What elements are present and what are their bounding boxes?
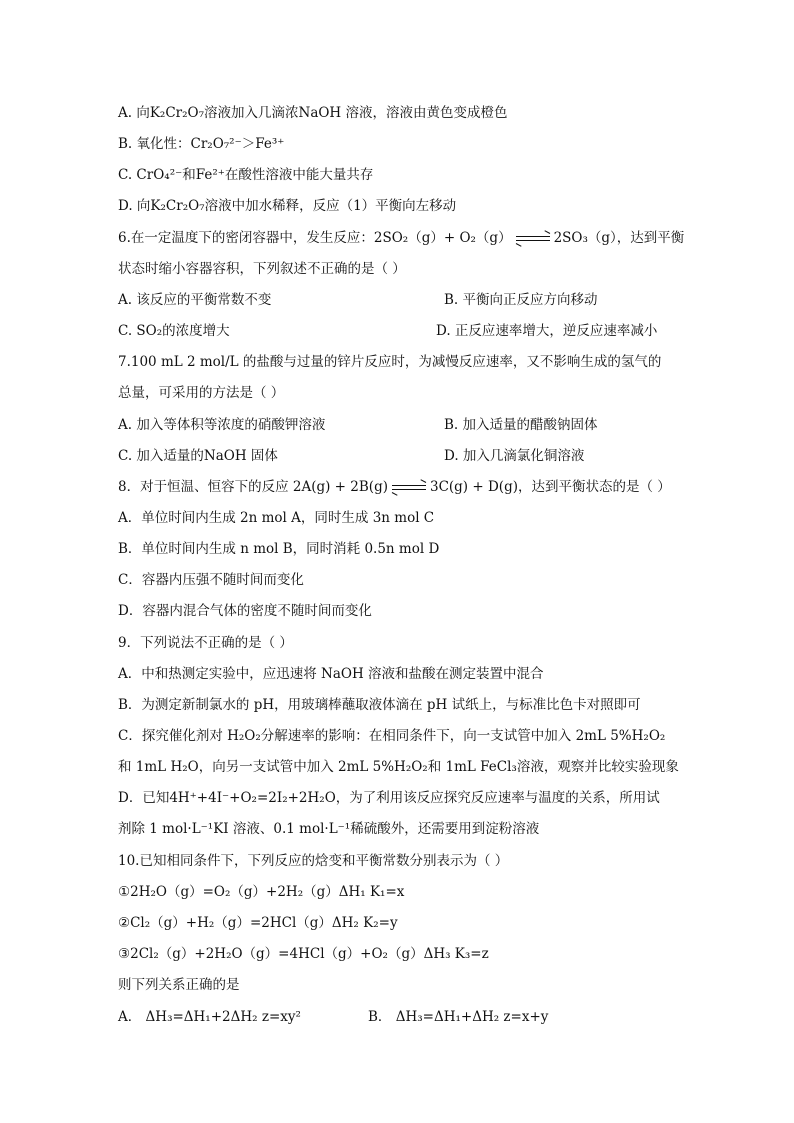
q9-stem: 9．下列说法不正确的是（ ）: [118, 635, 293, 651]
q7-option-b: B. 加入适量的醋酸钠固体: [444, 417, 598, 433]
q5-option-b: B. 氧化性：Cr₂O₇²⁻＞Fe³⁺: [118, 136, 285, 152]
q9-option-b: B．为测定新制氯水的 pH，用玻璃棒蘸取液体滴在 pH 试纸上，与标准比色卡对照即可: [118, 697, 641, 713]
q6-stem-part1: 6.在一定温度下的密闭容器中，发生反应：2SO₂（g）+ O₂（g）: [118, 230, 512, 246]
q6-option-d: D. 正反应速率增大，逆反应速率减小: [436, 323, 658, 339]
q8-stem-part1: 8．对于恒温、恒容下的反应 2A(g) + 2B(g): [118, 479, 388, 495]
q6-option-b: B. 平衡向正反应方向移动: [444, 292, 598, 308]
equilibrium-arrow-icon: [392, 483, 426, 493]
q5-option-a: A. 向K₂Cr₂O₇溶液加入几滴浓NaOH 溶液，溶液由黄色变成橙色: [118, 105, 508, 121]
q7-option-c: C. 加入适量的NaOH 固体: [118, 448, 278, 464]
q5-option-d: D. 向K₂Cr₂O₇溶液中加水稀释，反应（1）平衡向左移动: [118, 198, 457, 214]
q9-option-c-line2: 和 1mL H₂O，向另一支试管中加入 2mL 5%H₂O₂和 1mL FeCl₃溶液，观察并比较实验现象: [118, 759, 679, 775]
q8-stem-part2: 3C(g) + D(g)，达到平衡状态的是（ ）: [429, 479, 671, 495]
q8-option-d: D．容器内混合气体的密度不随时间而变化: [118, 603, 372, 619]
q10-reaction-1: ①2H₂O（g）=O₂（g）+2H₂（g）ΔH₁ K₁=x: [118, 884, 405, 900]
q7-stem-line2: 总量，可采用的方法是（ ）: [118, 385, 285, 401]
q7-option-d: D. 加入几滴氯化铜溶液: [444, 448, 585, 464]
q10-option-a: A． ΔH₃=ΔH₁+2ΔH₂ z=xy²: [118, 1009, 301, 1025]
q5-option-c: C. CrO₄²⁻和Fe²⁺在酸性溶液中能大量共存: [118, 167, 374, 183]
q10-option-b: B． ΔH₃=ΔH₁+ΔH₂ z=x+y: [368, 1009, 549, 1025]
q10-reaction-2: ②Cl₂（g）+H₂（g）=2HCl（g）ΔH₂ K₂=y: [118, 915, 398, 931]
q9-option-c-line1: C．探究催化剂对 H₂O₂分解速率的影响：在相同条件下，向一支试管中加入 2mL 5%H₂O₂: [118, 728, 666, 744]
q8-option-a: A．单位时间内生成 2n mol A，同时生成 3n mol C: [118, 510, 435, 526]
q10-stem: 10.已知相同条件下，下列反应的焓变和平衡常数分别表示为（ ）: [118, 853, 509, 869]
q10-reaction-3: ③2Cl₂（g）+2H₂O（g）=4HCl（g）+O₂（g）ΔH₃ K₃=z: [118, 946, 489, 962]
q7-option-a: A. 加入等体积等浓度的硝酸钾溶液: [118, 417, 326, 433]
q8-stem: [118, 478, 671, 496]
equilibrium-arrow-icon: [516, 234, 550, 244]
q10-question: 则下列关系正确的是: [118, 977, 240, 993]
q6-stem-line2: 状态时缩小容器容积，下列叙述不正确的是（ ）: [118, 261, 406, 277]
q9-option-d-line2: 剂除 1 mol·L⁻¹KI 溶液、0.1 mol·L⁻¹稀硫酸外，还需要用到淀粉溶液: [118, 821, 540, 837]
q8-option-c: C．容器内压强不随时间而变化: [118, 572, 304, 588]
q9-option-a: A．中和热测定实验中，应迅速将 NaOH 溶液和盐酸在测定装置中混合: [118, 666, 544, 682]
q6-option-a: A. 该反应的平衡常数不变: [118, 292, 272, 308]
q7-stem-line1: 7.100 mL 2 mol/L 的盐酸与过量的锌片反应时，为减慢反应速率，又不影响生成的氢气的: [118, 354, 662, 370]
q6-option-c: C. SO₂的浓度增大: [118, 323, 230, 339]
q9-option-d-line1: D．已知4H⁺+4I⁻+O₂=2I₂+2H₂O，为了利用该反应探究反应速率与温度的关系，所用试: [118, 790, 660, 806]
q6-stem-part2: 2SO₃（g），达到平衡: [553, 230, 685, 246]
q6-stem-line1: [118, 229, 684, 247]
q8-option-b: B．单位时间内生成 n mol B，同时消耗 0.5n mol D: [118, 541, 440, 557]
